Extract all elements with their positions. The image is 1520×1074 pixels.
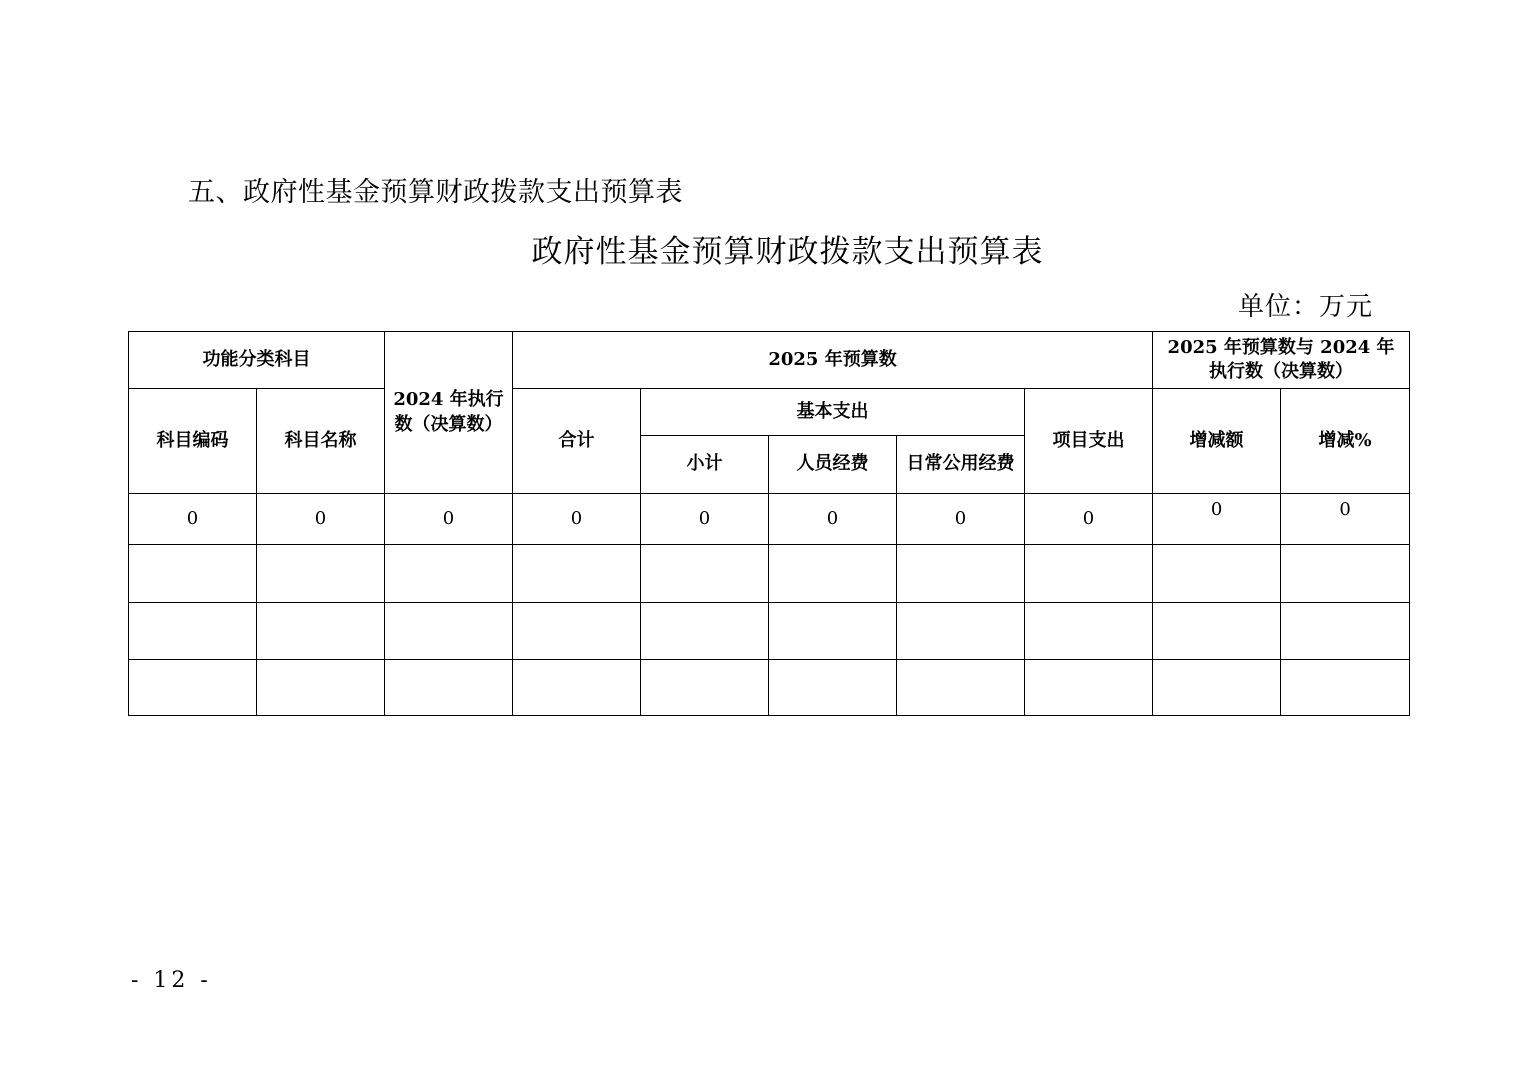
table-title: 政府性基金预算财政拨款支出预算表 xyxy=(531,234,1044,270)
header-personnel: 人员经费 xyxy=(769,436,897,494)
cell: 0 xyxy=(769,494,897,545)
cell: 0 xyxy=(129,494,257,545)
budget-table xyxy=(128,331,1410,716)
cell xyxy=(513,603,641,660)
cell xyxy=(769,660,897,716)
cell xyxy=(1025,660,1153,716)
table-row xyxy=(129,603,1410,660)
table-row xyxy=(129,545,1410,603)
cell: 0 xyxy=(385,494,513,545)
cell xyxy=(897,545,1025,603)
cell xyxy=(257,603,385,660)
cell: 0 xyxy=(1025,494,1153,545)
cell: 0 xyxy=(257,494,385,545)
cell xyxy=(129,660,257,716)
header-compare: 2025 年预算数与 2024 年执行数（决算数） xyxy=(1153,332,1410,389)
cell xyxy=(641,545,769,603)
cell xyxy=(1153,545,1281,603)
cell: 0 xyxy=(1153,494,1281,545)
cell xyxy=(129,545,257,603)
cell xyxy=(385,603,513,660)
cell: 0 xyxy=(641,494,769,545)
header-subject-name: 科目名称 xyxy=(257,389,385,494)
cell xyxy=(257,660,385,716)
header-project-expenditure: 项目支出 xyxy=(1025,389,1153,494)
cell xyxy=(641,603,769,660)
cell xyxy=(513,660,641,716)
cell xyxy=(257,545,385,603)
cell xyxy=(641,660,769,716)
cell xyxy=(1025,603,1153,660)
unit-label: 单位：万元 xyxy=(1238,292,1374,322)
cell xyxy=(385,660,513,716)
header-total: 合计 xyxy=(513,389,641,494)
header-basic-expenditure: 基本支出 xyxy=(641,389,1025,436)
header-public-daily: 日常公用经费 xyxy=(897,436,1025,494)
header-subtotal: 小计 xyxy=(641,436,769,494)
cell xyxy=(1281,660,1410,716)
section-heading: 五、政府性基金预算财政拨款支出预算表 xyxy=(188,177,683,208)
table-row xyxy=(129,660,1410,716)
cell xyxy=(769,603,897,660)
cell: 0 xyxy=(897,494,1025,545)
header-change-percent: 增减% xyxy=(1281,389,1410,494)
header-functional-classification: 功能分类科目 xyxy=(129,332,385,389)
cell xyxy=(513,545,641,603)
header-budget-2025: 2025 年预算数 xyxy=(513,332,1153,389)
header-subject-code: 科目编码 xyxy=(129,389,257,494)
table-row xyxy=(129,494,1410,545)
cell xyxy=(897,603,1025,660)
page-number: - 12 - xyxy=(131,968,212,993)
cell xyxy=(385,545,513,603)
cell: 0 xyxy=(1281,494,1410,545)
cell xyxy=(769,545,897,603)
cell xyxy=(1153,660,1281,716)
cell xyxy=(1281,545,1410,603)
cell xyxy=(897,660,1025,716)
cell xyxy=(1153,603,1281,660)
header-change-amount: 增减额 xyxy=(1153,389,1281,494)
cell xyxy=(1025,545,1153,603)
cell xyxy=(1281,603,1410,660)
cell xyxy=(129,603,257,660)
header-exec-2024: 2024 年执行数（决算数） xyxy=(385,332,513,494)
cell: 0 xyxy=(513,494,641,545)
